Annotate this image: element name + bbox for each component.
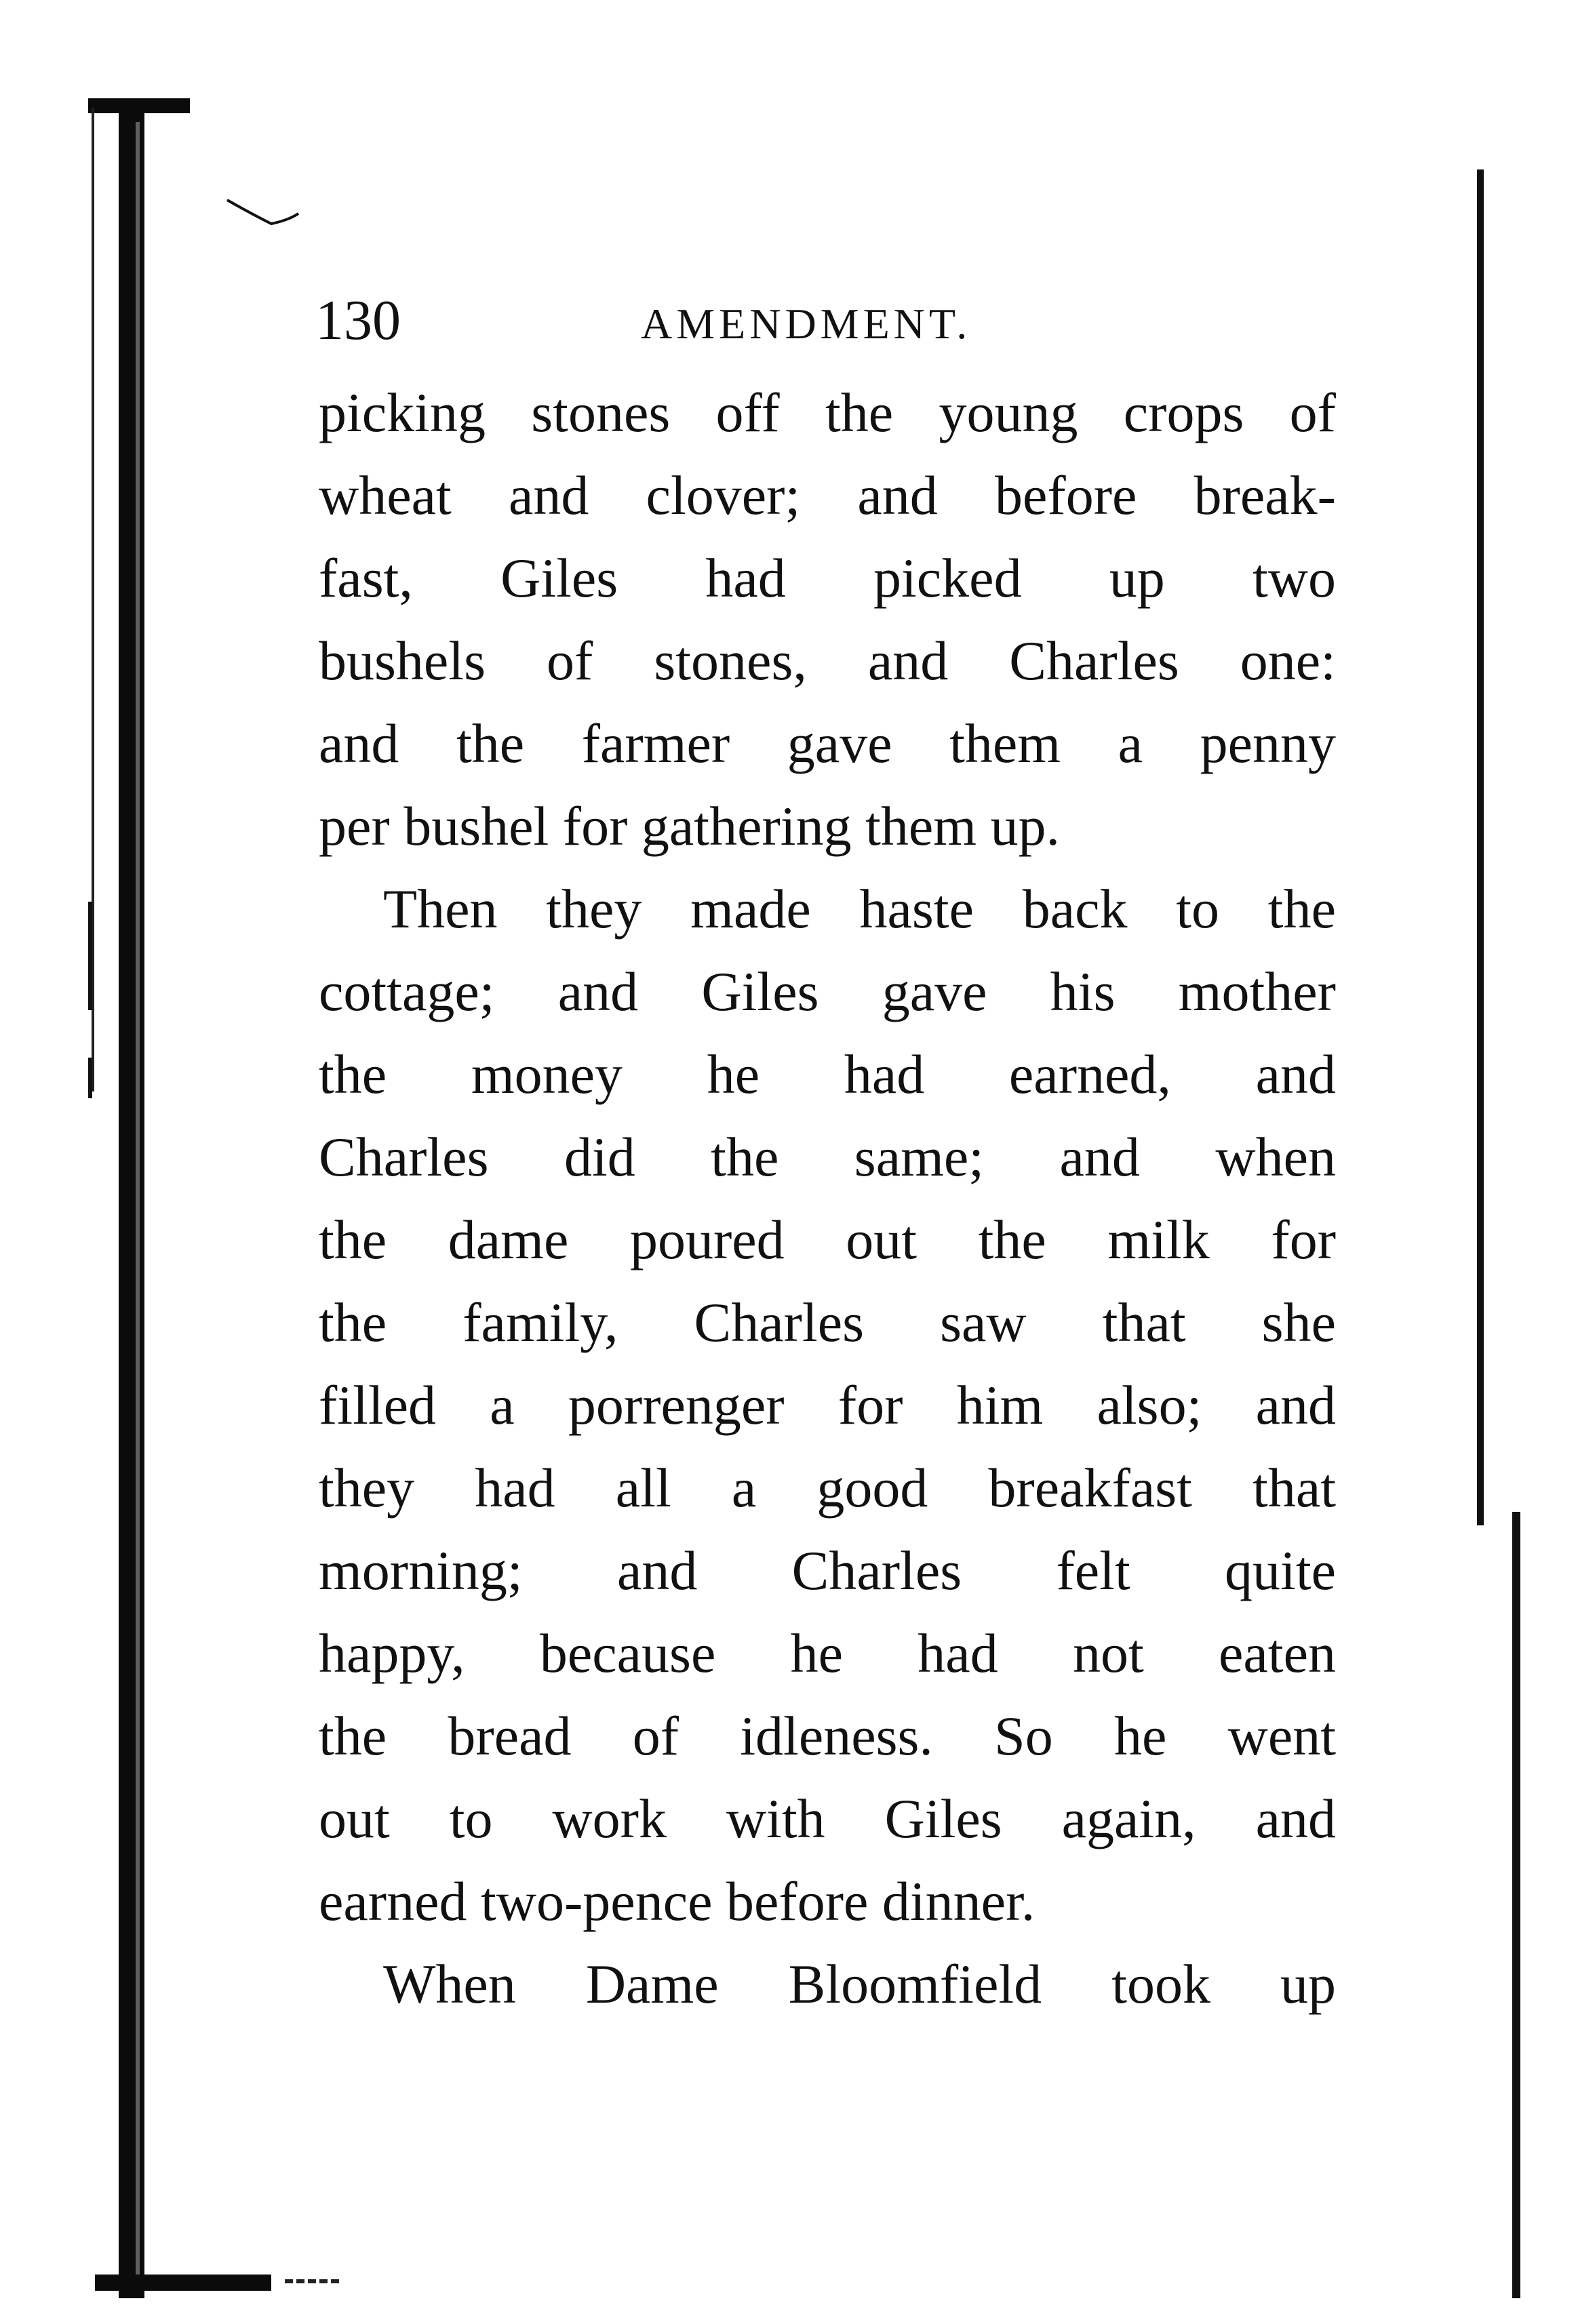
right-page-edge-lower bbox=[1512, 1512, 1520, 2298]
page-number: 130 bbox=[315, 289, 401, 352]
binding-edge-tick bbox=[88, 902, 92, 1010]
body-text bbox=[319, 372, 1336, 2026]
binding-edge-highlight bbox=[136, 122, 140, 2278]
text-line: the money he had earned, and bbox=[319, 1043, 1336, 1105]
ink-mark bbox=[224, 193, 332, 234]
text-line: out to work with Giles again, and bbox=[319, 1788, 1336, 1849]
text-line: Charles did the same; and when bbox=[319, 1126, 1336, 1188]
text-line: When Dame Bloomfield took up bbox=[383, 1953, 1336, 2015]
binding-edge-bottom bbox=[95, 2275, 271, 2291]
running-head: AMENDMENT. bbox=[641, 300, 972, 348]
text-line: filled a porrenger for him also; and bbox=[319, 1374, 1336, 1436]
text-line: cottage; and Giles gave his mother bbox=[319, 961, 1336, 1022]
text-line: Then they made haste back to the bbox=[383, 878, 1336, 940]
text-line: the dame poured out the milk for bbox=[319, 1209, 1336, 1270]
text-line: the family, Charles saw that she bbox=[319, 1291, 1336, 1353]
text-line: per bushel for gathering them up. bbox=[319, 795, 1061, 857]
bottom-edge-dashes bbox=[285, 2279, 339, 2287]
text-line: picking stones off the young crops of bbox=[319, 382, 1336, 443]
text-line: bushels of stones, and Charles one: bbox=[319, 630, 1336, 692]
right-page-edge bbox=[1477, 169, 1484, 1525]
text-line: earned two-pence before dinner. bbox=[319, 1870, 1035, 1932]
text-line: and the farmer gave them a penny bbox=[319, 713, 1336, 774]
text-line: fast, Giles had picked up two bbox=[319, 547, 1336, 609]
binding-edge bbox=[119, 102, 144, 2298]
text-line: the bread of idleness. So he went bbox=[319, 1705, 1336, 1767]
text-line: happy, because he had not eaten bbox=[319, 1622, 1336, 1684]
page-header bbox=[315, 283, 1373, 365]
text-line: morning; and Charles felt quite bbox=[319, 1540, 1336, 1601]
text-line: they had all a good breakfast that bbox=[319, 1457, 1336, 1519]
text-line: wheat and clover; and before break- bbox=[319, 464, 1336, 526]
binding-edge-tick bbox=[88, 1058, 92, 1098]
